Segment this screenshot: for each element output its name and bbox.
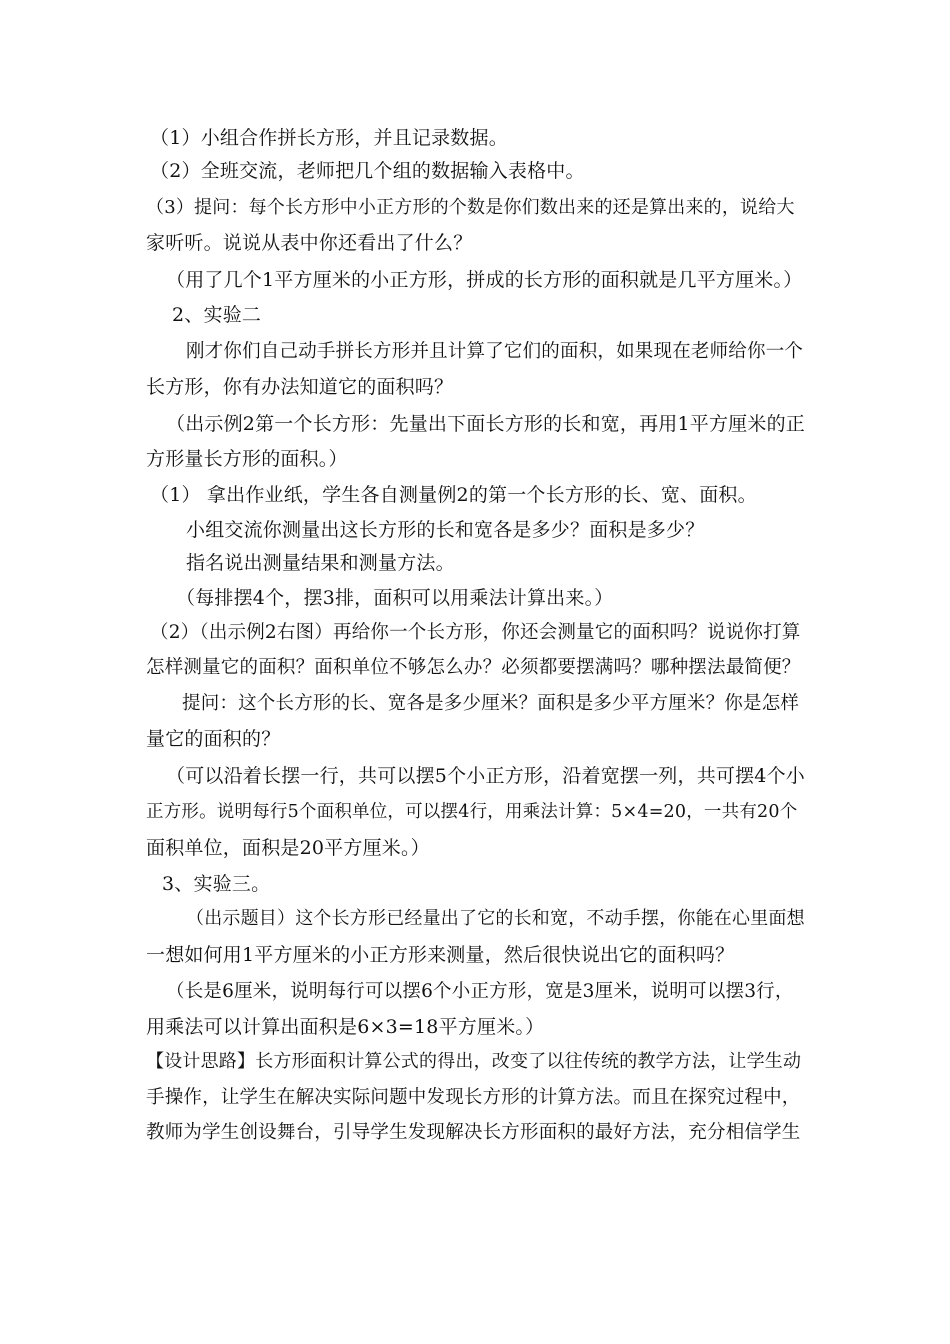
- paragraph-line: 长方形，你有办法知道它的面积吗？: [146, 376, 454, 398]
- paragraph-line: 刚才你们自己动手拼长方形并且计算了它们的面积，如果现在老师给你一个: [186, 341, 804, 362]
- paragraph-line: 【设计思路】长方形面积计算公式的得出，改变了以往传统的教学方法，让学生动: [146, 1051, 802, 1072]
- section-heading: 3、实验三。: [162, 873, 271, 895]
- paragraph-line: （出示题目）这个长方形已经量出了它的长和宽，不动手摆，你能在心里面想: [186, 908, 805, 929]
- paragraph-line: 量它的面积的？: [146, 728, 281, 750]
- paragraph-line: （1） 拿出作业纸，学生各自测量例2的第一个长方形的长、宽、面积。: [150, 484, 757, 506]
- paragraph-line: （用了几个1平方厘米的小正方形，拼成的长方形的面积就是几平方厘米。）: [166, 269, 803, 291]
- paragraph-line: 家听听。说说从表中你还看出了什么？: [146, 232, 473, 254]
- paragraph-line: （2）（出示例2右图）再给你一个长方形，你还会测量它的面积吗？说说你打算: [150, 622, 801, 643]
- paragraph-line: （出示例2第一个长方形：先量出下面长方形的长和宽，再用1平方厘米的正: [166, 413, 805, 435]
- paragraph-line: （可以沿着长摆一行，共可以摆5个小正方形，沿着宽摆一列，共可摆4个小: [166, 765, 805, 787]
- paragraph-line: （每排摆4个，摆3排，面积可以用乘法计算出来。）: [176, 587, 614, 609]
- paragraph-line: （1）小组合作拼长方形，并且记录数据。: [150, 127, 508, 149]
- paragraph-line: （3）提问：每个长方形中小正方形的个数是你们数出来的还是算出来的，说给大: [146, 197, 795, 218]
- paragraph-line: 用乘法可以计算出面积是6×3=18平方厘米。）: [146, 1016, 545, 1038]
- paragraph-line: 一想如何用1平方厘米的小正方形来测量，然后很快说出它的面积吗？: [146, 944, 735, 966]
- paragraph-line: 手操作，让学生在解决实际问题中发现长方形的计算方法。而且在探究过程中，: [146, 1087, 801, 1108]
- paragraph-line: 方形量长方形的面积。）: [146, 448, 348, 470]
- paragraph-line: 提问：这个长方形的长、宽各是多少厘米？面积是多少平方厘米？你是怎样: [182, 693, 800, 714]
- paragraph-line: 怎样测量它的面积？面积单位不够怎么办？必须都要摆满吗？哪种摆法最简便？: [146, 657, 801, 678]
- paragraph-line: 小组交流你测量出这长方形的长和宽各是多少？面积是多少？: [186, 519, 705, 541]
- paragraph-line: （2）全班交流，老师把几个组的数据输入表格中。: [150, 160, 585, 182]
- paragraph-line: 教师为学生创设舞台，引导学生发现解决长方形面积的最好方法，充分相信学生: [146, 1122, 801, 1143]
- paragraph-line: 指名说出测量结果和测量方法。: [186, 552, 455, 574]
- paragraph-line: 面积单位，面积是20平方厘米。）: [146, 837, 430, 859]
- paragraph-line: 正方形。说明每行5个面积单位，可以摆4行，用乘法计算：5×4=20，一共有20个: [146, 802, 798, 822]
- paragraph-line: （长是6厘米，说明每行可以摆6个小正方形，宽是3厘米，说明可以摆3行，: [166, 981, 794, 1002]
- section-heading: 2、实验二: [172, 304, 262, 326]
